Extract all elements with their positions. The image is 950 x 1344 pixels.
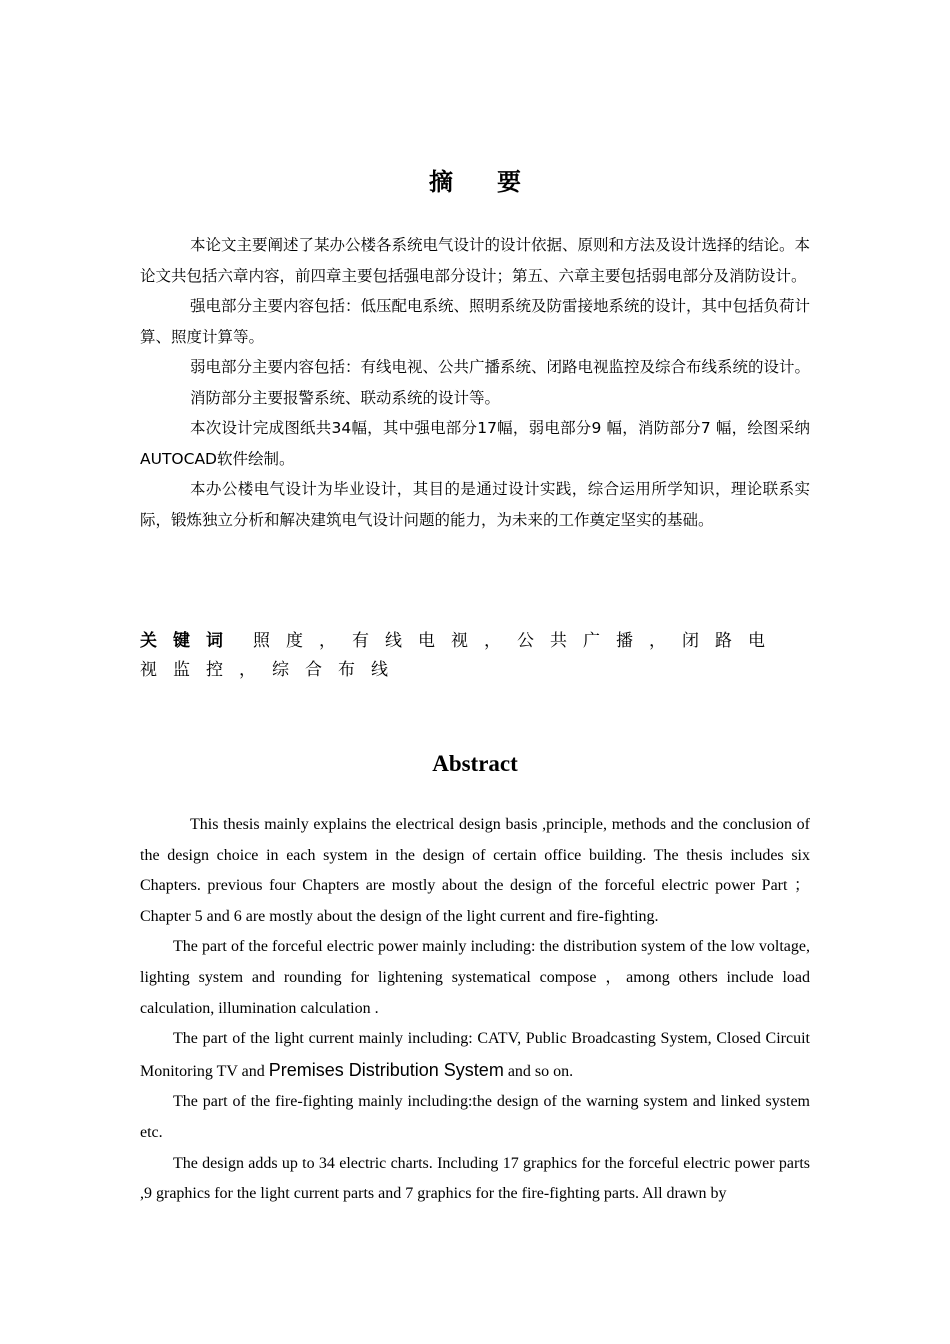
english-abstract-body bbox=[140, 810, 810, 1210]
keywords-list: 照度，有线电视，公共广播，闭路电视监控，综合布线 bbox=[140, 631, 781, 680]
cn-paragraph: 强电部分主要内容包括：低压配电系统、照明系统及防雷接地系统的设计，其中包括负荷计算、照度计算等。 bbox=[140, 297, 811, 346]
chinese-abstract-body bbox=[140, 230, 810, 535]
en-paragraph: This thesis mainly explains the electrical design basis ,principle, methods and the conclusion of the design choice in each system in the design of certain office building. The thesis includes six Chapters. previous four Chapters are mostly about the design of the forceful electric power Part ；Chapter 5 and 6 are mostly about the design of the light current and fire-fighting. bbox=[140, 816, 810, 925]
en-text: The part of the light current mainly including: CATV, Public Broadcasting System, Closed Circuit Monitoring TV and bbox=[140, 1030, 810, 1080]
keywords-line bbox=[140, 627, 810, 685]
en-text-emphasis: Premises Distribution System bbox=[268, 1059, 504, 1080]
chinese-abstract-title: 摘要 bbox=[429, 168, 565, 196]
cn-paragraph: 本次设计完成图纸共34幅，其中强电部分17幅，弱电部分9 幅，消防部分7 幅，绘图采纳AUTOCAD软件绘制。 bbox=[140, 419, 810, 468]
keywords-label: 关键词 bbox=[140, 631, 239, 651]
cn-paragraph: 消防部分主要报警系统、联动系统的设计等。 bbox=[190, 388, 501, 407]
en-paragraph: The design adds up to 34 electric charts. Including 17 graphics for the forceful electric power parts ,9 graphics for the light current parts and 7 graphics for the fire-fighting parts. All drawn by bbox=[140, 1154, 810, 1203]
cn-paragraph: 本办公楼电气设计为毕业设计，其目的是通过设计实践，综合运用所学知识，理论联系实际，锻炼独立分析和解决建筑电气设计问题的能力，为未来的工作奠定坚实的基础。 bbox=[140, 480, 810, 529]
en-paragraph: The part of the fire-fighting mainly including:the design of the warning system and linked system etc. bbox=[140, 1093, 810, 1141]
en-paragraph bbox=[140, 1024, 810, 1087]
cn-paragraph: 弱电部分主要内容包括：有线电视、公共广播系统、闭路电视监控及综合布线系统的设计。 bbox=[190, 358, 811, 376]
en-paragraph: The part of the forceful electric power mainly including: the distribution system of the low voltage, lighting system and rounding for lightening systematical compose ，among others include load calculation, illumination calculation . bbox=[140, 938, 810, 1017]
en-text: and so on. bbox=[503, 1062, 574, 1080]
cn-paragraph: 本论文主要阐述了某办公楼各系统电气设计的设计依据、原则和方法及设计选择的结论。本论文共包括六章内容，前四章主要包括强电部分设计；第五、六章主要包括弱电部分及消防设计。 bbox=[140, 236, 811, 285]
english-abstract-title: Abstract bbox=[432, 751, 518, 776]
